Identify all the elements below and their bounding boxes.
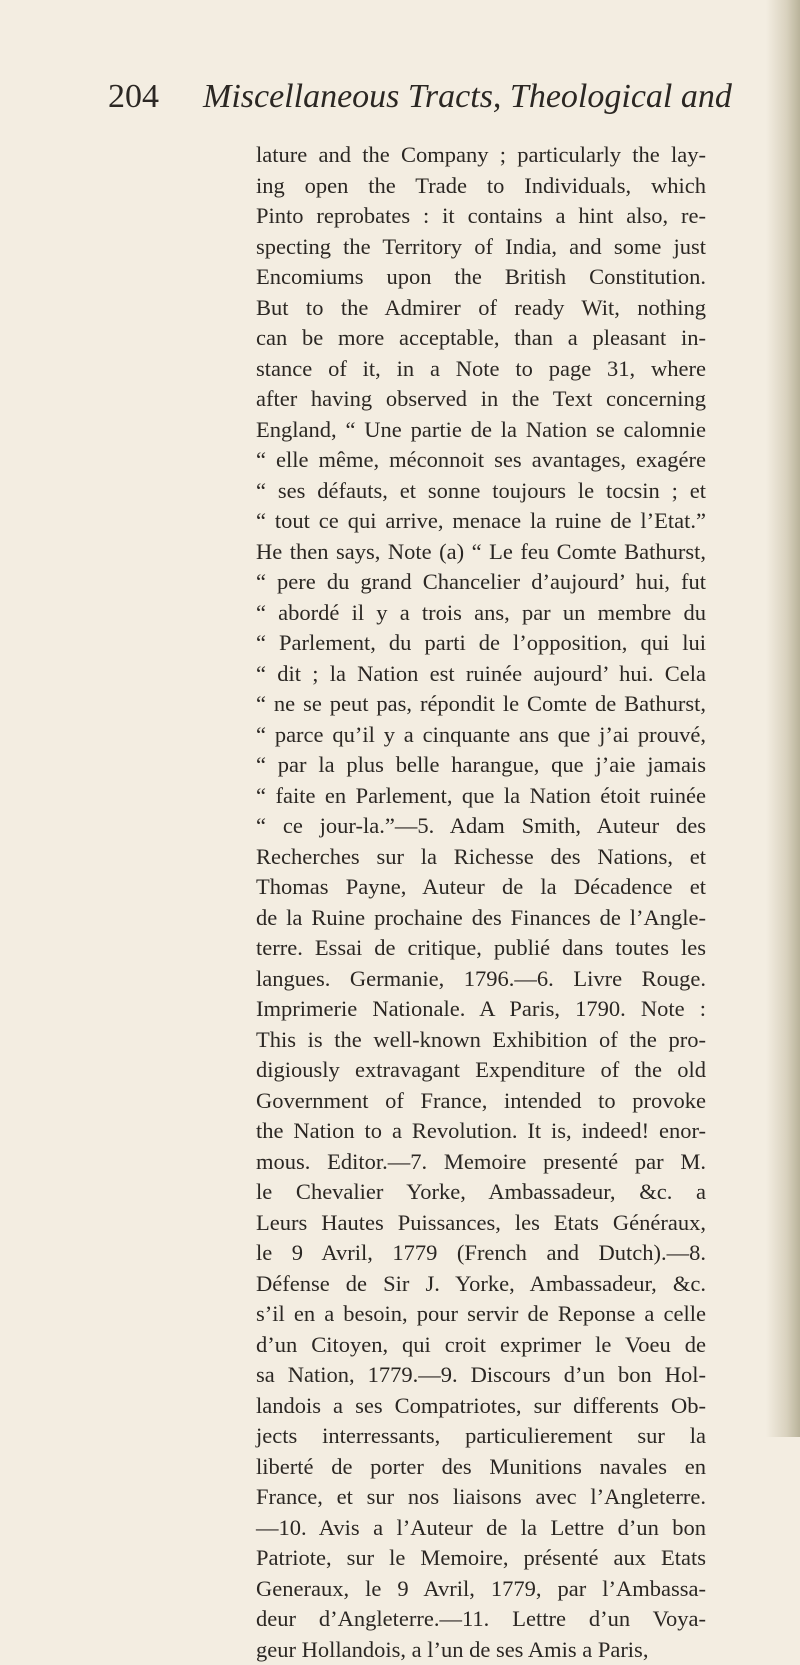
text-line: Pinto reprobates : it contains a hint also, re- bbox=[256, 201, 706, 232]
text-line: lature and the Company ; particularly the lay- bbox=[256, 140, 706, 171]
text-line: This is the well-known Exhibition of the pro- bbox=[256, 1025, 706, 1056]
text-line: Recherches sur la Richesse des Nations, et bbox=[256, 842, 706, 873]
text-line: mous. Editor.—7. Memoire presenté par M. bbox=[256, 1147, 706, 1178]
text-line: can be more acceptable, than a pleasant in- bbox=[256, 323, 706, 354]
text-line: liberté de porter des Munitions navales en bbox=[256, 1452, 706, 1483]
text-line: Défense de Sir J. Yorke, Ambassadeur, &c. bbox=[256, 1269, 706, 1300]
text-line: “ ce jour-la.”—5. Adam Smith, Auteur des bbox=[256, 811, 706, 842]
text-line: langues. Germanie, 1796.—6. Livre Rouge. bbox=[256, 964, 706, 995]
text-line: de la Ruine prochaine des Finances de l’Angle- bbox=[256, 903, 706, 934]
text-line: jects interressants, particulierement sur la bbox=[256, 1421, 706, 1452]
text-line: But to the Admirer of ready Wit, nothing bbox=[256, 293, 706, 324]
text-line: “ dit ; la Nation est ruinée aujourd’ hui. Cela bbox=[256, 659, 706, 690]
text-line: stance of it, in a Note to page 31, where bbox=[256, 354, 706, 385]
text-line: ing open the Trade to Individuals, which bbox=[256, 171, 706, 202]
text-line: He then says, Note (a) “ Le feu Comte Bathurst, bbox=[256, 537, 706, 568]
text-line: “ ses défauts, et sonne toujours le tocsin ; et bbox=[256, 476, 706, 507]
text-line: “ abordé il y a trois ans, par un membre du bbox=[256, 598, 706, 629]
text-line: s’il en a besoin, pour servir de Reponse a celle bbox=[256, 1299, 706, 1330]
page-edge-shadow bbox=[766, 0, 800, 1437]
text-line: “ faite en Parlement, que la Nation étoit ruinée bbox=[256, 781, 706, 812]
running-header bbox=[108, 78, 708, 138]
text-line: Generaux, le 9 Avril, 1779, par l’Ambassa- bbox=[256, 1574, 706, 1605]
running-title: Miscellaneous Tracts, Theological and bbox=[203, 78, 732, 116]
text-line: le Chevalier Yorke, Ambassadeur, &c. a bbox=[256, 1177, 706, 1208]
text-line: “ elle même, méconnoit ses avantages, exagére bbox=[256, 445, 706, 476]
text-line: d’un Citoyen, qui croit exprimer le Voeu de bbox=[256, 1330, 706, 1361]
text-line: “ tout ce qui arrive, menace la ruine de l’Etat.” bbox=[256, 506, 706, 537]
text-line: specting the Territory of India, and some just bbox=[256, 232, 706, 263]
text-line: after having observed in the Text concerning bbox=[256, 384, 706, 415]
text-line: landois a ses Compatriotes, sur differents Ob- bbox=[256, 1391, 706, 1422]
text-line: France, et sur nos liaisons avec l’Angleterre. bbox=[256, 1482, 706, 1513]
text-line: geur Hollandois, a l’un de ses Amis a Paris, bbox=[256, 1635, 706, 1665]
text-line: the Nation to a Revolution. It is, indeed! enor- bbox=[256, 1116, 706, 1147]
text-line: Patriote, sur le Memoire, présenté aux Etats bbox=[256, 1543, 706, 1574]
text-line: sa Nation, 1779.—9. Discours d’un bon Hol- bbox=[256, 1360, 706, 1391]
text-line: Leurs Hautes Puissances, les Etats Généraux, bbox=[256, 1208, 706, 1239]
text-line: “ parce qu’il y a cinquante ans que j’ai prouvé, bbox=[256, 720, 706, 751]
text-line: le 9 Avril, 1779 (French and Dutch).—8. bbox=[256, 1238, 706, 1269]
text-line: England, “ Une partie de la Nation se calomnie bbox=[256, 415, 706, 446]
page-number: 204 bbox=[108, 78, 159, 116]
text-line: “ ne se peut pas, répondit le Comte de Bathurst, bbox=[256, 689, 706, 720]
body-text bbox=[256, 140, 706, 1665]
text-line: “ pere du grand Chancelier d’aujourd’ hui, fut bbox=[256, 567, 706, 598]
text-line: “ Parlement, du parti de l’opposition, qui lui bbox=[256, 628, 706, 659]
text-line: Encomiums upon the British Constitution. bbox=[256, 262, 706, 293]
text-line: terre. Essai de critique, publié dans toutes les bbox=[256, 933, 706, 964]
text-line: digiously extravagant Expenditure of the old bbox=[256, 1055, 706, 1086]
text-line: —10. Avis a l’Auteur de la Lettre d’un bon bbox=[256, 1513, 706, 1544]
text-line: Thomas Payne, Auteur de la Décadence et bbox=[256, 872, 706, 903]
text-line: Government of France, intended to provoke bbox=[256, 1086, 706, 1117]
text-line: Imprimerie Nationale. A Paris, 1790. Note : bbox=[256, 994, 706, 1025]
text-line: deur d’Angleterre.—11. Lettre d’un Voya- bbox=[256, 1604, 706, 1635]
text-line: “ par la plus belle harangue, que j’aie jamais bbox=[256, 750, 706, 781]
